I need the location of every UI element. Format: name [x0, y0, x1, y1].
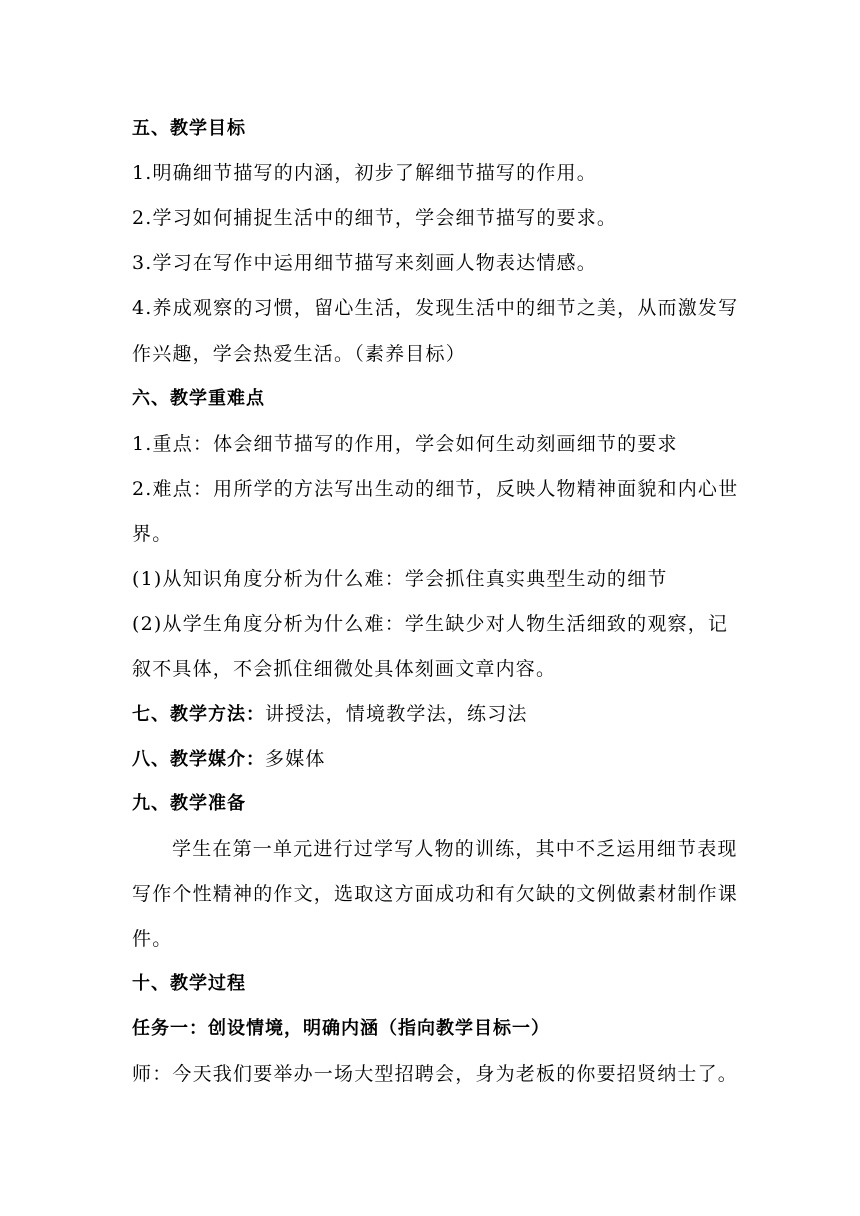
section-heading-key-points: 六、教学重难点 — [132, 388, 265, 409]
goal-item-2: 2.学习如何捕捉生活中的细节，学会细节描写的要求。 — [132, 207, 618, 229]
teaching-methods — [132, 701, 732, 728]
section-heading-goals: 五、教学目标 — [132, 118, 246, 139]
teaching-media-label: 八、教学媒介： — [132, 749, 265, 770]
teaching-methods-value: 讲授法，情境教学法，练习法 — [265, 703, 528, 725]
teaching-methods-label: 七、教学方法： — [132, 704, 265, 725]
goal-item-4-line2: 作兴趣，学会热爱生活。（素养目标） — [132, 343, 466, 365]
analysis-1: (1)从知识角度分析为什么难：学会抓住真实典型生动的细节 — [132, 568, 668, 590]
teaching-media-value: 多媒体 — [265, 748, 326, 770]
goal-item-3: 3.学习在写作中运用细节描写来刻画人物表达情感。 — [132, 252, 597, 274]
goal-item-4-line1: 4.养成观察的习惯，留心生活，发现生活中的细节之美，从而激发写 — [132, 297, 739, 319]
goal-item-1: 1.明确细节描写的内涵，初步了解细节描写的作用。 — [132, 162, 597, 184]
key-point: 1.重点：体会细节描写的作用，学会如何生动刻画细节的要求 — [132, 433, 678, 455]
section-heading-preparation: 九、教学准备 — [132, 793, 246, 814]
difficulty-line2: 界。 — [132, 523, 173, 545]
preparation-para-line3: 件。 — [132, 928, 173, 950]
preparation-para-line1: 学生在第一单元进行过学写人物的训练，其中不乏运用细节表现 — [172, 838, 738, 860]
section-heading-process: 十、教学过程 — [132, 973, 246, 994]
task-one-heading: 任务一：创设情境，明确内涵（指向教学目标一） — [132, 1018, 550, 1039]
preparation-para-line2: 写作个性精神的作文，选取这方面成功和有欠缺的文例做素材制作课 — [132, 883, 739, 905]
teaching-media — [132, 746, 732, 773]
teacher-line: 师：今天我们要举办一场大型招聘会，身为老板的你要招贤纳士了。 — [132, 1063, 739, 1085]
analysis-2-line2: 叙不具体，不会抓住细微处具体刻画文章内容。 — [132, 658, 557, 680]
difficulty-line1: 2.难点：用所学的方法写出生动的细节，反映人物精神面貌和内心世 — [132, 478, 739, 500]
analysis-2-line1: (2)从学生角度分析为什么难：学生缺少对人物生活细致的观察，记 — [132, 613, 729, 635]
